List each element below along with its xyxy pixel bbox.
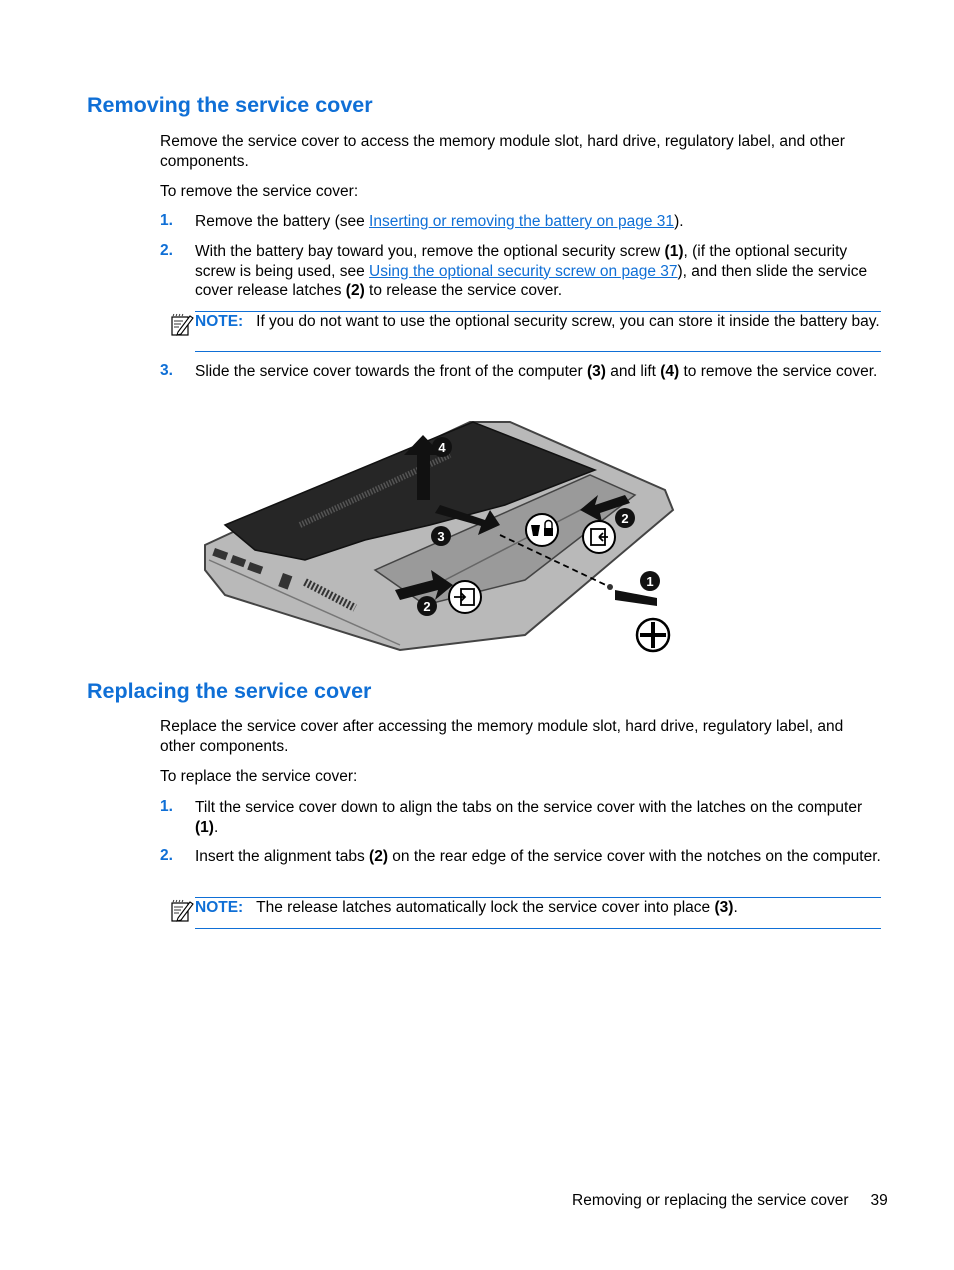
page-number: 39 bbox=[870, 1192, 888, 1209]
callout-ref: (3) bbox=[587, 363, 606, 380]
step-text: to remove the service cover. bbox=[679, 363, 878, 380]
release-symbol-icon bbox=[583, 521, 615, 553]
section-title-removing: Removing the service cover bbox=[87, 93, 373, 117]
callout-ref: (3) bbox=[714, 899, 734, 916]
step-number: 2. bbox=[160, 847, 173, 864]
step-text: , (if the optional security screw is being used, see bbox=[195, 243, 848, 280]
step-text: . bbox=[213, 818, 219, 836]
link-battery-page[interactable]: Inserting or removing the battery on page 31 bbox=[369, 213, 675, 230]
note-icon bbox=[170, 899, 194, 923]
callout-ref: (1) bbox=[664, 243, 684, 260]
step-number: 2. bbox=[160, 242, 173, 259]
section2-intro: Replace the service cover after accessing the memory module slot, hard drive, regulatory label, and other components. bbox=[160, 718, 844, 755]
note-1 bbox=[195, 312, 881, 332]
note-text: . bbox=[733, 899, 738, 916]
step-text: With the battery bay toward you, remove the optional security screw bbox=[195, 243, 665, 260]
step-text: Tilt the service cover down to align the tabs on the service cover with the latches on the computer bbox=[195, 799, 863, 816]
page-footer bbox=[572, 1192, 888, 1210]
step-text: ). bbox=[674, 213, 684, 230]
note-icon bbox=[170, 313, 194, 337]
step-text: Insert the alignment tabs bbox=[195, 848, 370, 865]
screw-arrow bbox=[615, 590, 657, 606]
note-2 bbox=[195, 898, 881, 918]
insert-symbol-icon bbox=[449, 581, 481, 613]
svg-text:1: 1 bbox=[646, 574, 654, 589]
screw-symbol-icon bbox=[637, 619, 669, 651]
callout-ref: (2) bbox=[345, 282, 365, 299]
callout-ref: (4) bbox=[660, 363, 680, 380]
step-number: 1. bbox=[160, 212, 173, 229]
callout-3 bbox=[431, 526, 451, 546]
svg-text:2: 2 bbox=[423, 599, 431, 614]
svg-text:4: 4 bbox=[438, 440, 446, 455]
section1-lead: To remove the service cover: bbox=[160, 183, 359, 200]
section1-intro: Remove the service cover to access the memory module slot, hard drive, regulatory label, and other components. bbox=[160, 133, 845, 170]
callout-2-left bbox=[417, 596, 437, 616]
svg-text:2: 2 bbox=[621, 511, 629, 526]
step-text: on the rear edge of the service cover with the notches on the computer. bbox=[388, 848, 881, 865]
step-text: to release the service cover. bbox=[364, 282, 563, 299]
link-security-screw-page[interactable]: Using the optional security screw on page 37 bbox=[369, 262, 678, 280]
callout-2-right bbox=[615, 508, 635, 528]
lock-symbol-icon bbox=[526, 514, 558, 546]
callout-ref: (2) bbox=[369, 848, 388, 865]
note-bottom-rule bbox=[195, 928, 881, 929]
step-text: and lift bbox=[605, 363, 661, 380]
step-text: Remove the battery (see bbox=[195, 213, 370, 230]
step-number: 1. bbox=[160, 798, 173, 815]
step-number: 3. bbox=[160, 362, 173, 379]
footer-title: Removing or replacing the service cover bbox=[572, 1192, 849, 1209]
note-label: NOTE: bbox=[195, 313, 244, 330]
note-bottom-rule bbox=[195, 351, 881, 352]
service-cover-illustration bbox=[195, 410, 685, 660]
callout-4 bbox=[432, 437, 452, 457]
section-title-replacing: Replacing the service cover bbox=[87, 679, 372, 703]
section2-lead: To replace the service cover: bbox=[160, 768, 358, 785]
step-text: ), and then slide the service cover release latches bbox=[195, 262, 868, 299]
note-label: NOTE: bbox=[195, 899, 244, 916]
note-text: If you do not want to use the optional security screw, you can store it inside the battery bay. bbox=[256, 313, 880, 330]
callout-1 bbox=[640, 571, 660, 591]
note-text: The release latches automatically lock the service cover into place bbox=[256, 899, 715, 916]
step-text: Slide the service cover towards the front of the computer bbox=[195, 363, 587, 380]
callout-ref: (1) bbox=[195, 818, 214, 836]
svg-text:3: 3 bbox=[437, 529, 445, 544]
